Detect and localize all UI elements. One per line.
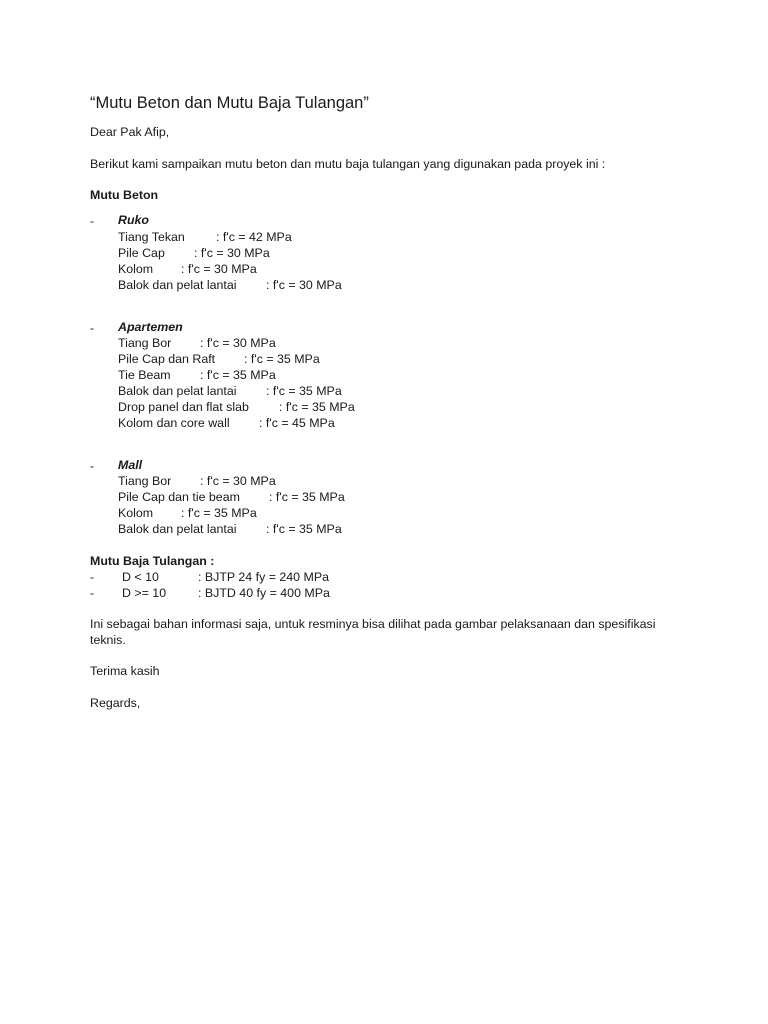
item-value: : f'c = 35 MPa <box>244 352 320 366</box>
item-label: Pile Cap dan tie beam <box>118 490 240 504</box>
mutu-baja-heading: Mutu Baja Tulangan : <box>90 554 215 568</box>
item-label: Balok dan pelat lantai <box>118 384 237 398</box>
baja-label: D >= 10 <box>122 586 167 600</box>
item-value: : f'c = 35 MPa <box>266 522 342 536</box>
item-value: : f'c = 30 MPa <box>181 262 257 276</box>
list-bullet: - <box>90 570 95 584</box>
item-value: : f'c = 45 MPa <box>259 416 335 430</box>
item-label: Kolom dan core wall <box>118 416 230 430</box>
closing-regards: Regards, <box>90 696 141 710</box>
list-bullet: - <box>90 459 95 473</box>
item-value: : f'c = 35 MPa <box>279 400 355 414</box>
item-label: Kolom <box>118 506 154 520</box>
baja-value: : BJTD 40 fy = 400 MPa <box>198 586 330 600</box>
item-value: : f'c = 35 MPa <box>266 384 342 398</box>
item-label: Tiang Tekan <box>118 230 185 244</box>
item-label: Balok dan pelat lantai <box>118 278 237 292</box>
item-value: : f'c = 35 MPa <box>181 506 257 520</box>
list-bullet: - <box>90 586 95 600</box>
group-name: Mall <box>118 458 143 472</box>
baja-value: : BJTP 24 fy = 240 MPa <box>198 570 329 584</box>
note-paragraph: Ini sebagai bahan informasi saja, untuk resminya bisa dilihat pada gambar pelaksanaan dan spesifikasi teknis. <box>90 617 656 647</box>
item-label: Kolom <box>118 262 154 276</box>
closing-thanks: Terima kasih <box>90 664 160 678</box>
item-label: Drop panel dan flat slab <box>118 400 249 414</box>
item-label: Pile Cap dan Raft <box>118 352 216 366</box>
group-name: Apartemen <box>118 320 183 334</box>
item-value: : f'c = 30 MPa <box>200 336 276 350</box>
item-value: : f'c = 35 MPa <box>269 490 345 504</box>
item-value: : f'c = 42 MPa <box>216 230 292 244</box>
item-value: : f'c = 30 MPa <box>200 474 276 488</box>
greeting: Dear Pak Afip, <box>90 125 170 139</box>
group-name: Ruko <box>118 213 149 227</box>
item-label: Tiang Bor <box>118 474 172 488</box>
baja-label: D < 10 <box>122 570 159 584</box>
item-value: : f'c = 30 MPa <box>194 246 270 260</box>
item-label: Pile Cap <box>118 246 165 260</box>
item-label: Balok dan pelat lantai <box>118 522 237 536</box>
document-title: “Mutu Beton dan Mutu Baja Tulangan” <box>90 94 369 112</box>
mutu-beton-heading: Mutu Beton <box>90 188 159 202</box>
list-bullet: - <box>90 321 95 335</box>
intro-paragraph: Berikut kami sampaikan mutu beton dan mutu baja tulangan yang digunakan pada proyek ini : <box>90 157 606 171</box>
item-label: Tiang Bor <box>118 336 172 350</box>
item-value: : f'c = 35 MPa <box>200 368 276 382</box>
item-value: : f'c = 30 MPa <box>266 278 342 292</box>
item-label: Tie Beam <box>118 368 171 382</box>
list-bullet: - <box>90 214 95 228</box>
